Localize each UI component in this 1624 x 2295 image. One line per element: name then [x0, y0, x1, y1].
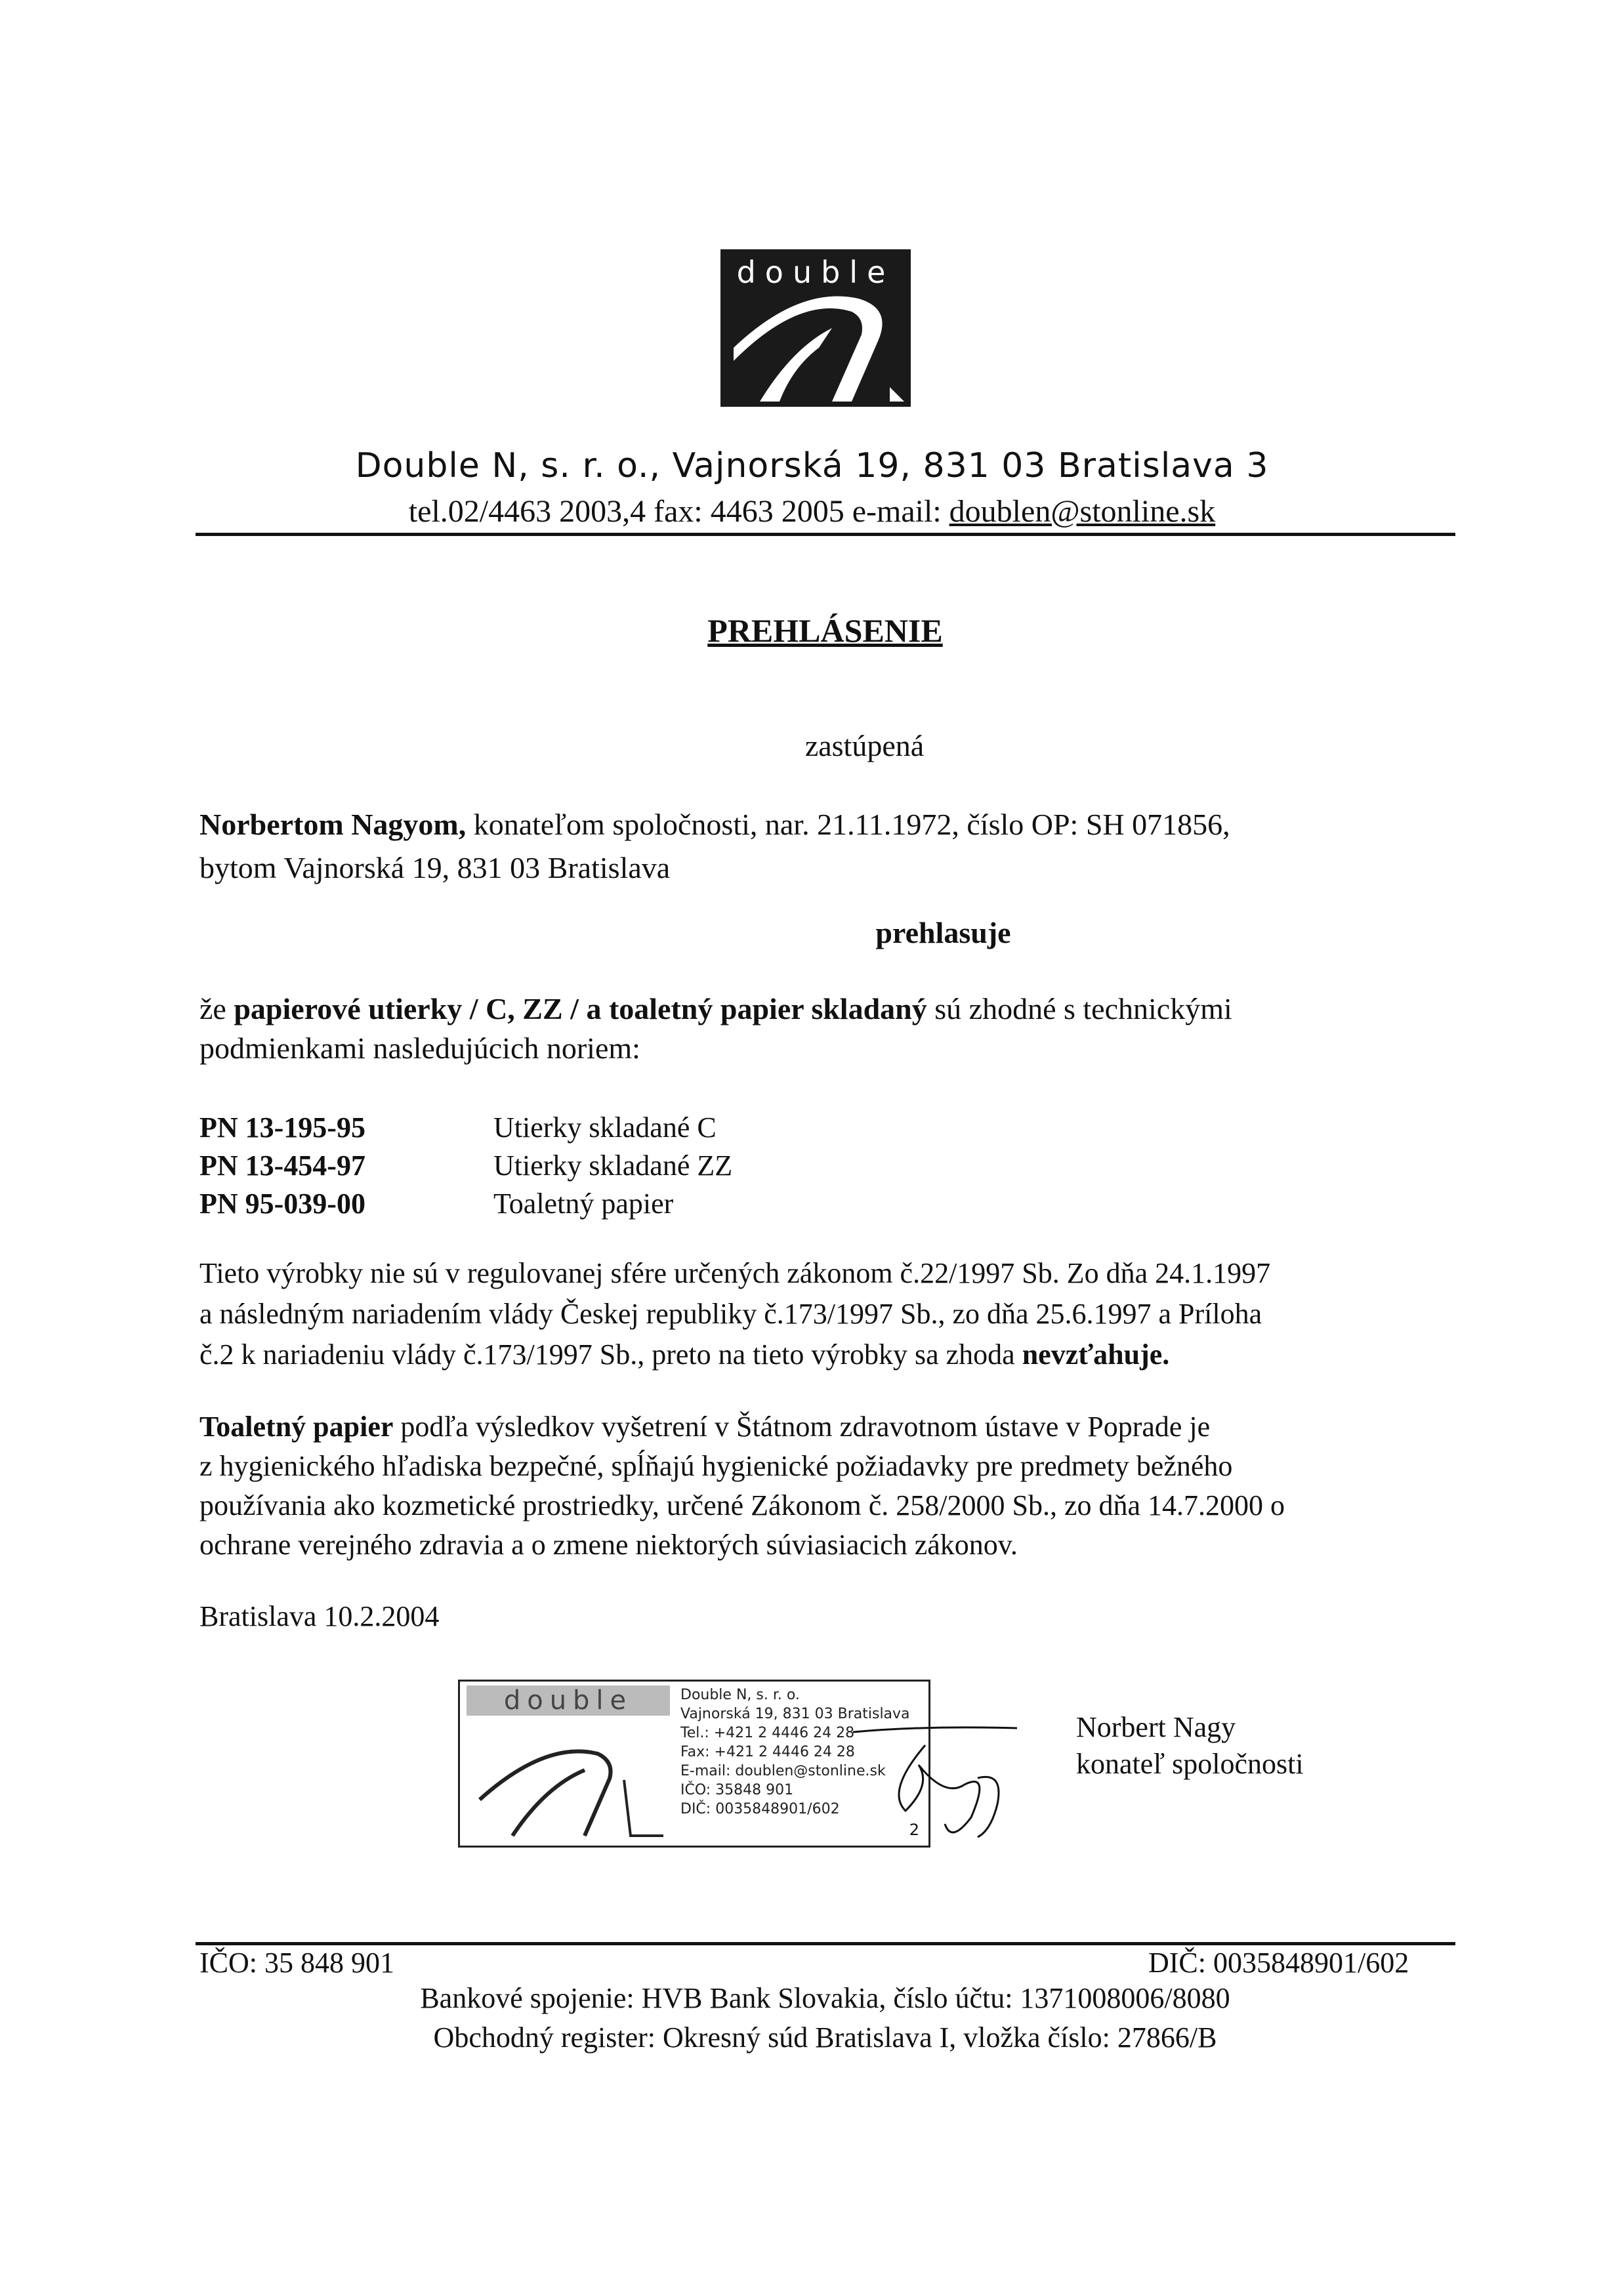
regulation-line: a následným nariadením vlády Českej republiky č.173/1997 Sb., zo dňa 25.6.1997 a Príloha — [199, 1298, 1262, 1330]
representative-paragraph — [199, 803, 1446, 890]
declares-heading: prehlasuje — [875, 916, 1011, 949]
contact-phone-fax: tel.02/4463 2003,4 fax: 4463 2005 e-mail: — [408, 494, 949, 529]
hygiene-line: používania ako kozmetické prostriedky, určené Zákonom č. 258/2000 Sb., zo dňa 14.7.2000 o — [199, 1489, 1285, 1521]
regulation-line: Tieto výrobky nie sú v regulovanej sfére určených zákonom č.22/1997 Sb. Zo dňa 24.1.1997 — [199, 1257, 1271, 1289]
norm-row — [199, 1185, 732, 1223]
footer-register: Obchodný register: Okresný súd Bratislava I, vložka číslo: 27866/B — [433, 2021, 1217, 2054]
stamp-line: DIČ: 0035848901/602 — [680, 1801, 840, 1817]
represented-by: zastúpená — [804, 729, 925, 762]
footer-dic: DIČ: 0035848901/602 — [1148, 1947, 1409, 1979]
statement-line2: podmienkami nasledujúcich noriem: — [199, 1031, 640, 1065]
representative-name: Norbertom Nagyom, — [199, 808, 467, 841]
norm-name: Toaletný papier — [493, 1188, 674, 1220]
footer-divider — [196, 1942, 1455, 1945]
norm-name: Utierky skladané C — [493, 1111, 717, 1144]
document-title: PREHLÁSENIE — [707, 612, 943, 649]
signer-block — [1076, 1709, 1304, 1783]
regulation-conclusion: nevzťahuje. — [1022, 1338, 1170, 1371]
hygiene-subject: Toaletný papier — [199, 1411, 394, 1443]
norm-code: PN 13-454-97 — [199, 1149, 365, 1182]
statement-prefix: že — [199, 992, 234, 1025]
footer-ico: IČO: 35 848 901 — [199, 1947, 394, 1979]
hygiene-line: ochrane verejného zdravia a o zmene niektorých súviasiacich zákonov. — [199, 1529, 1018, 1561]
handwritten-signature — [846, 1706, 1030, 1850]
company-logo — [720, 249, 911, 407]
signer-name: Norbert Nagy — [1076, 1711, 1236, 1743]
contact-email: doublen@stonline.sk — [949, 494, 1216, 529]
footer-bank: Bankové spojenie: HVB Bank Slovakia, číslo účtu: 1371008006/8080 — [420, 1982, 1230, 2014]
regulation-paragraph — [199, 1253, 1446, 1375]
norm-code: PN 13-195-95 — [199, 1111, 365, 1144]
stamp-logo-mark — [467, 1701, 670, 1840]
signer-role: konateľ spoločnosti — [1076, 1748, 1304, 1780]
stamp-line: E-mail: doublen@stonline.sk — [680, 1763, 886, 1779]
logo-wordmark: double — [736, 255, 895, 290]
stamp-line: IČO: 35848 901 — [680, 1782, 794, 1798]
regulation-line: č.2 k nariadeniu vlády č.173/1997 Sb., preto na tieto výrobky sa zhoda — [199, 1338, 1022, 1371]
statement-rest: sú zhodné s technickými — [927, 992, 1232, 1025]
hygiene-line: z hygienického hľadiska bezpečné, spĺňajú hygienické požiadavky pre predmety bežného — [199, 1450, 1233, 1482]
stamp-number: 2 — [909, 1821, 919, 1839]
place-and-date: Bratislava 10.2.2004 — [199, 1600, 440, 1632]
hygiene-line: podľa výsledkov vyšetrení v Štátnom zdravotnom ústave v Poprade je — [393, 1411, 1211, 1443]
company-contact — [0, 493, 1624, 529]
norm-row — [199, 1109, 732, 1147]
stamp-line: Double N, s. r. o. — [680, 1687, 800, 1703]
statement-paragraph — [199, 989, 1446, 1068]
norms-list — [199, 1109, 732, 1223]
stamp-wordmark: double — [467, 1685, 670, 1716]
norm-code: PN 95-039-00 — [199, 1188, 365, 1220]
representative-details: konateľom spoločnosti, nar. 21.11.1972, číslo OP: SH 071856, — [466, 808, 1230, 841]
norm-row — [199, 1147, 732, 1185]
representative-address: bytom Vajnorská 19, 831 03 Bratislava — [199, 851, 671, 884]
header-divider — [196, 533, 1455, 536]
hygiene-paragraph — [199, 1407, 1453, 1565]
norm-name: Utierky skladané ZZ — [493, 1149, 733, 1182]
stamp-line: Fax: +421 2 4446 24 28 — [680, 1744, 855, 1760]
stamp-line: Vajnorská 19, 831 03 Bratislava — [680, 1706, 910, 1722]
company-address: Double N, s. r. o., Vajnorská 19, 831 03 Bratislava 3 — [355, 446, 1269, 486]
statement-products: papierové utierky / C, ZZ / a toaletný papier skladaný — [234, 992, 927, 1025]
stamp-line: Tel.: +421 2 4446 24 28 — [680, 1725, 855, 1741]
